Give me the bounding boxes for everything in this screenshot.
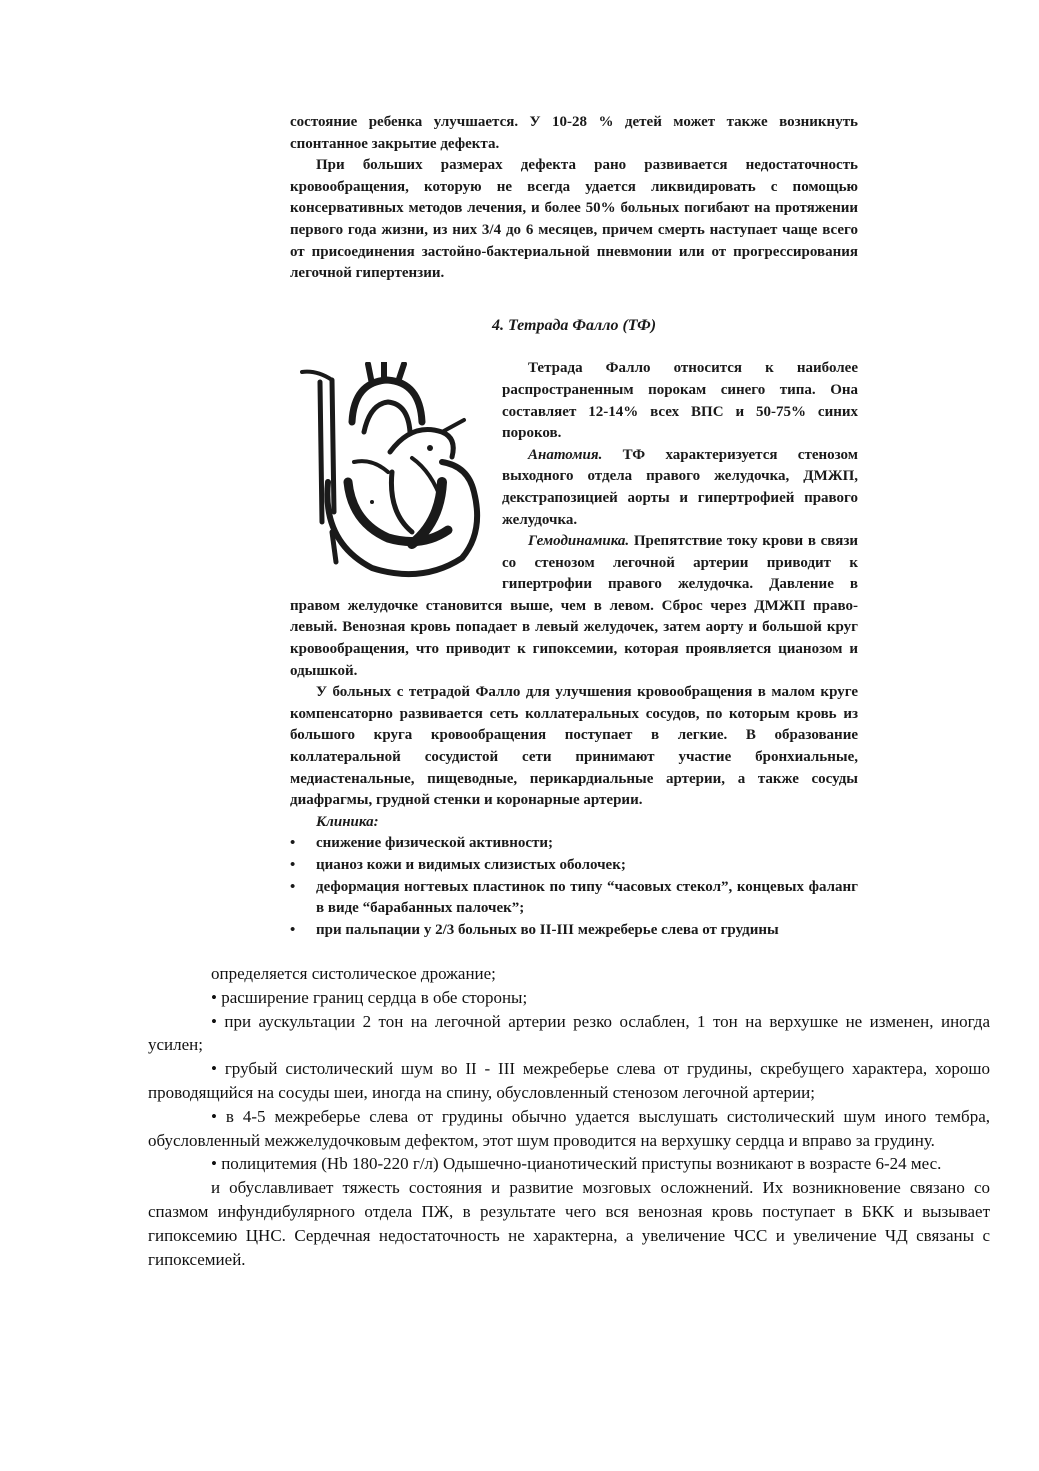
- paragraph-vsd-outcome: состояние ребенка улучшается. У 10-28 % детей может также возникнуть спонтанное закрытие дефекта.: [290, 114, 858, 152]
- list-item: • при аускультации 2 тон на легочной артерии резко ослаблен, 1 тон на верхушке не изменен, иногда усилен;: [148, 1011, 990, 1055]
- hemodynamics-text: Препятствие току крови в связи со стенозом легочной артерии приводит к гипертрофии правого желудочка. Давление в правом желудочке становится выше, чем в левом. Сброс через ДМЖП право-левый. Венозная кровь попадает в левый желудочек, затем аорту и большой круг кровообращения, что приводит к гипоксемии, которая проявляется цианозом и одышкой.: [290, 533, 858, 679]
- list-item: • при пальпации у 2/3 больных во II-III межреберье слева от грудины: [290, 920, 858, 942]
- text-line-thrill: определяется систолическое дрожание;: [211, 964, 496, 983]
- list-item: • расширение границ сердца в обе стороны;: [211, 987, 528, 1007]
- list-item: • грубый систолический шум во II - III межреберье слева от грудины, скребущего характера, хорошо проводящийся на сосуды шеи, иногда на спину, обусловленный стенозом легочной артерии;: [148, 1059, 990, 1102]
- paragraph-vsd-large-defect: При больших размерах дефекта рано развивается недостаточность кровообращения, которую не всегда удается ликвидировать с помощью консервативных методов лечения, и более 50% больных погибают на протяжении первого года жизни, из них 3/4 до 6 месяцев, причем смерть наступает чаще всего от присоединения застойно-бактериальной пневмонии или от прогрессирования легочной гипертензии.: [290, 157, 858, 282]
- scanned-page-fragment: [290, 112, 858, 941]
- clinic-label: Клиника:: [316, 813, 379, 830]
- typed-text-body: [148, 962, 990, 1271]
- list-item: • цианоз кожи и видимых слизистых оболочек;: [290, 855, 858, 877]
- heart-illustration: [292, 362, 488, 580]
- list-item: • полицитемия (Hb 180-220 г/л) Одышечно-цианотический приступы возникают в возрасте 6-24 мес.: [211, 1154, 942, 1174]
- hemodynamics-label: Гемодинамика.: [528, 533, 630, 550]
- list-item: • в 4-5 межреберье слева от грудины обычно удается выслушать систолический шум иного тембра, обусловленный межжелудочковым дефектом, этот шум проводится на верхушку сердца и вправо за грудину.: [148, 1106, 990, 1150]
- section-heading: 4. Тетрада Фалло (ТФ): [491, 316, 657, 334]
- list-item: • снижение физической активности;: [290, 833, 858, 855]
- heart-diagram-figure: [292, 362, 488, 580]
- paragraph-tof-intro: Тетрада Фалло относится к наиболее распространенным порокам синего типа. Она составляет 12-14% всех ВПС и 50-75% синих пороков.: [502, 360, 858, 442]
- anatomy-text: ТФ характеризуется стенозом выходного отдела правого желудочка, ДМЖП, декстрапозицией аорты и гипертрофией правого желудочка.: [502, 446, 858, 528]
- anatomy-label: Анатомия.: [528, 446, 603, 463]
- paragraph-collaterals: У больных с тетрадой Фалло для улучшения кровообращения в малом круге компенсаторно развивается сеть коллатеральных сосудов, по которым кровь из большого круга кровообращения поступает в легкие. В образование коллатеральной сосудистой сети принимают участие бронхиальные, медиастенальные, пищеводные, перикардиальные артерии, а также сосуды диафрагмы, грудной стенки и коронарные артерии.: [290, 684, 858, 809]
- paragraph-hypoxemic-spells: и обуславливает тяжесть состояния и развитие мозговых осложнений. Их возникновение связано со спазмом инфундибулярного отдела ПЖ, в результате чего вся венозная кровь поступает в БКК и вызывает гипоксемию ЦНС. Сердечная недостаточность не характерна, а увеличение ЧСС и увеличение ЧД связаны с гипоксемией.: [148, 1178, 990, 1269]
- list-item: • деформация ногтевых пластинок по типу “часовых стекол”, концевых фаланг в виде “барабанных палочек”;: [290, 877, 858, 920]
- clinic-bullet-list: [290, 833, 858, 941]
